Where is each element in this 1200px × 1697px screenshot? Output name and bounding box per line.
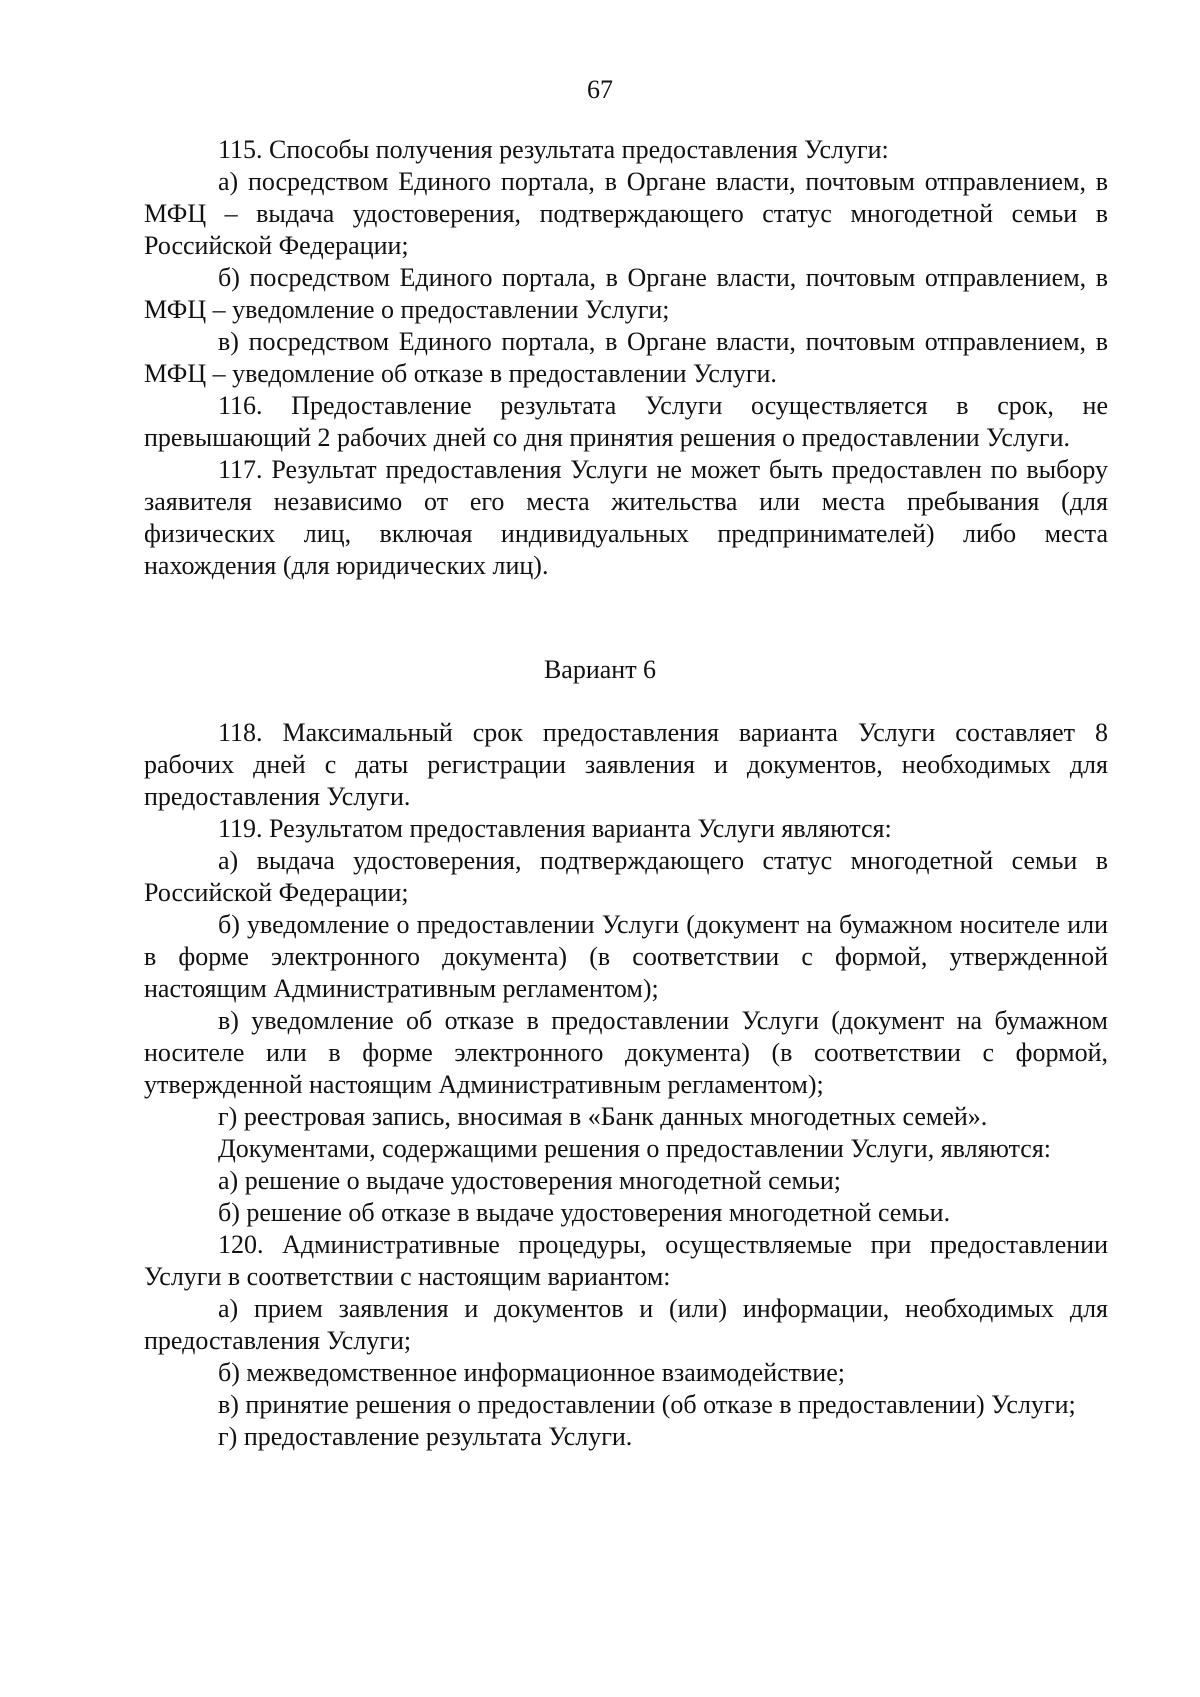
section-heading-variant-6: Вариант 6 [543, 655, 657, 684]
paragraph-120-v: в) принятие решения о предоставлении (об отказе в предоставлении) Услуги; [218, 1390, 1076, 1419]
paragraph-117: 117. Результат предоставления Услуги не может быть предоставлен по выбору заявителя независимо от его места жительства или места пребывания (для физических лиц, включая индивидуальных предпринимателей) либо места нахождения (для юридических лиц). [144, 455, 1108, 580]
paragraph-decision-documents: Документами, содержащими решения о предоставлении Услуги, являются: [218, 1134, 1052, 1163]
paragraph-116: 116. Предоставление результата Услуги осуществляется в срок, не превышающий 2 рабочих дней со дня принятия решения о предоставлении Услуги. [144, 391, 1108, 452]
paragraph-119-v: в) уведомление об отказе в предоставлении Услуги (документ на бумажном носителе или в форме электронного документа) (в соответствии с формой, утвержденной настоящим Административным регламентом); [144, 1006, 1108, 1099]
paragraph-115-b: б) посредством Единого портала, в Органе власти, почтовым отправлением, в МФЦ – уведомление о предоставлении Услуги; [144, 263, 1108, 324]
paragraph-decision-a: а) решение о выдаче удостоверения многодетной семьи; [218, 1166, 841, 1195]
section-results-delivery [144, 134, 1108, 582]
paragraph-decision-b: б) решение об отказе в выдаче удостоверения многодетной семьи. [218, 1198, 951, 1227]
section-variant-6 [144, 717, 1108, 1453]
paragraph-115-v: в) посредством Единого портала, в Органе власти, почтовым отправлением, в МФЦ – уведомление об отказе в предоставлении Услуги. [144, 327, 1108, 388]
paragraph-118: 118. Максимальный срок предоставления варианта Услуги составляет 8 рабочих дней с даты регистрации заявления и документов, необходимых для предоставления Услуги. [144, 718, 1108, 811]
paragraph-119-b: б) уведомление о предоставлении Услуги (документ на бумажном носителе или в форме электронного документа) (в соответствии с формой, утвержденной настоящим Административным регламентом); [144, 910, 1108, 1003]
paragraph-119-g: г) реестровая запись, вносимая в «Банк данных многодетных семей». [218, 1102, 988, 1131]
paragraph-115-a: а) посредством Единого портала, в Органе власти, почтовым отправлением, в МФЦ – выдача удостоверения, подтверждающего статус многодетной семьи в Российской Федерации; [144, 167, 1108, 260]
paragraph-120: 120. Административные процедуры, осуществляемые при предоставлении Услуги в соответствии с настоящим вариантом: [144, 1230, 1108, 1291]
paragraph-119-a: а) выдача удостоверения, подтверждающего статус многодетной семьи в Российской Федерации; [144, 846, 1108, 907]
paragraph-119: 119. Результатом предоставления варианта Услуги являются: [218, 814, 892, 843]
paragraph-120-b: б) межведомственное информационное взаимодействие; [218, 1358, 845, 1387]
paragraph-120-a: а) прием заявления и документов и (или) информации, необходимых для предоставления Услуги; [144, 1294, 1108, 1355]
paragraph-120-g: г) предоставление результата Услуги. [218, 1422, 633, 1451]
paragraph-115: 115. Способы получения результата предоставления Услуги: [218, 135, 889, 164]
page-number: 67 [587, 75, 613, 104]
